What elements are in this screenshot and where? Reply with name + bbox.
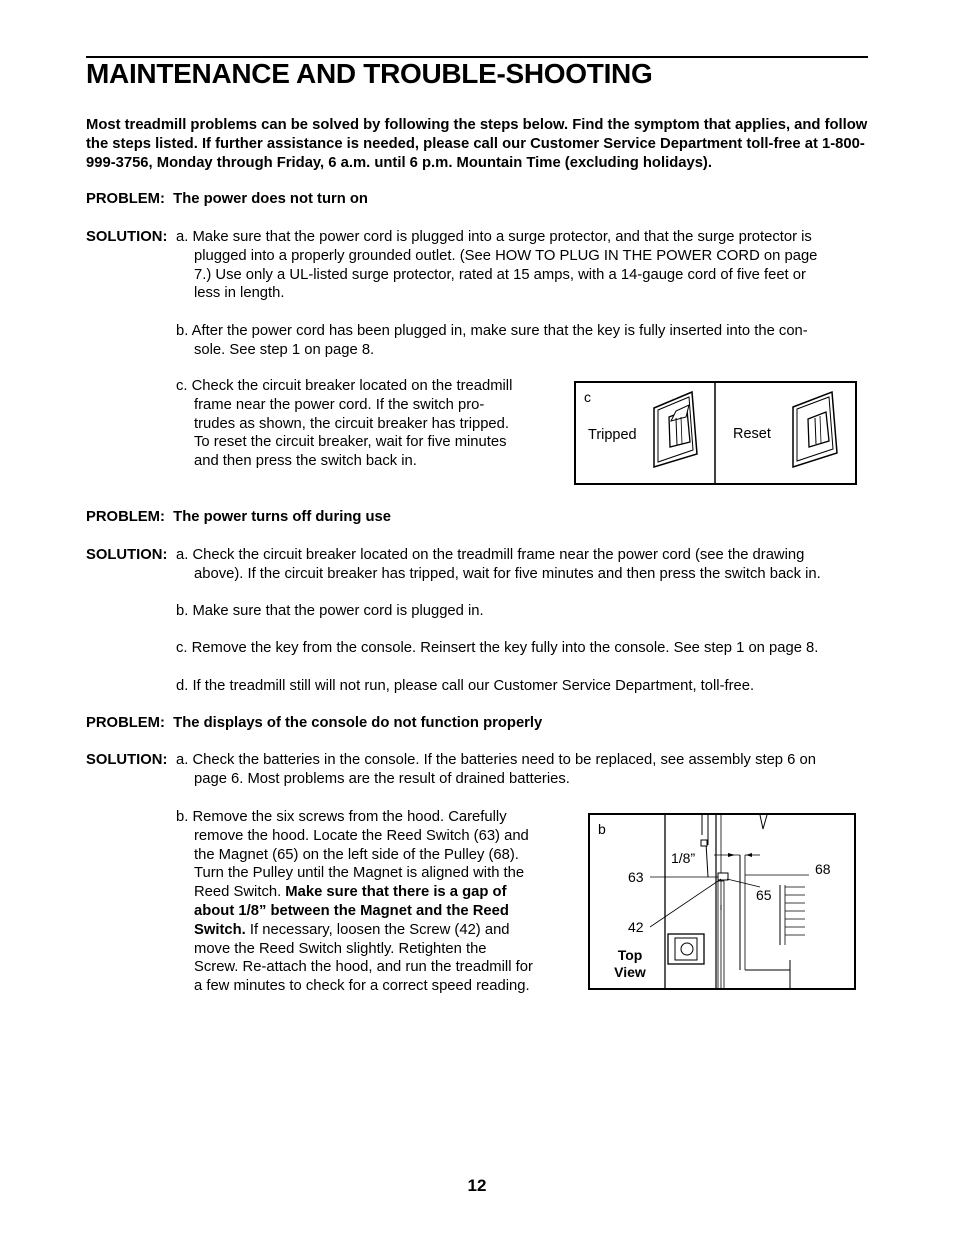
figure-label-b: b: [598, 821, 606, 837]
leader-line: [650, 879, 721, 927]
problem-3: [86, 715, 542, 731]
problem-label: PROBLEM:: [86, 715, 165, 731]
solution-3a: [176, 751, 816, 789]
text-line: a. Make sure that the power cord is plugged into a surge protector, and that the surge protector is: [176, 229, 812, 245]
text-line: Screw. Re-attach the hood, and run the treadmill for: [194, 959, 533, 976]
problem-label: PROBLEM:: [86, 509, 165, 525]
text-line: a. Check the circuit breaker located on the treadmill frame near the power cord (see the drawing: [176, 547, 805, 563]
page-number: 12: [467, 1176, 487, 1195]
text-line: trudes as shown, the circuit breaker has tripped.: [194, 415, 510, 432]
problem-label: PROBLEM:: [86, 191, 165, 207]
text-line: plugged into a properly grounded outlet. (See HOW TO PLUG IN THE POWER CORD on page: [194, 247, 818, 264]
text-line: b. After the power cord has been plugged in, make sure that the key is fully inserted into the con-: [176, 323, 808, 339]
reset-switch-icon: [793, 392, 837, 467]
text-line: 7.) Use only a UL-listed surge protector, rated at 15 amps, with a 14-gauge cord of five feet or: [194, 266, 806, 283]
reed-switch-figure: [588, 813, 856, 990]
bold-run: about 1/8” between the Magnet and the Reed: [194, 902, 509, 919]
text-line: frame near the power cord. If the switch pro-: [194, 396, 485, 413]
text-line: above). If the circuit breaker has tripped, wait for five minutes and then press the switch back in.: [194, 565, 821, 582]
solution-2b: [176, 602, 484, 621]
text-line: a few minutes to check for a correct speed reading.: [194, 978, 530, 995]
frame-bracket-drawing: [668, 934, 704, 964]
figure-label-c: c: [584, 389, 591, 405]
solution-2a: [176, 546, 821, 584]
solution-1a: [176, 228, 817, 303]
problem-2: [86, 509, 391, 525]
text-line: sole. See step 1 on page 8.: [194, 341, 375, 358]
problem-1-title: The power does not turn on: [173, 191, 368, 207]
circuit-breaker-drawing: [576, 383, 855, 483]
text-line: move the Reed Switch slightly. Retighten the: [194, 940, 487, 957]
text-line: a. Check the batteries in the console. If the batteries need to be replaced, see assembly step 6 on: [176, 752, 816, 768]
problem-2-title: The power turns off during use: [173, 509, 391, 525]
text-line: c. Remove the key from the console. Reinsert the key fully into the console. See step 1 on page 8.: [176, 640, 819, 656]
part-63-label: 63: [628, 869, 644, 885]
text-line: page 6. Most problems are the result of drained batteries.: [194, 770, 570, 787]
text-line: remove the hood. Locate the Reed Switch (63) and: [194, 827, 529, 844]
solution-label: SOLUTION:: [86, 547, 168, 563]
reset-label: Reset: [733, 426, 771, 442]
reed-switch-drawing: [590, 815, 854, 988]
tripped-switch-icon: [654, 392, 697, 467]
intro-paragraph: Most treadmill problems can be solved by following the steps below. Find the symptom that applies, and follow the steps listed. If further assistance is needed, please call our Customer Service Department toll-free at 1-800-999-3756, Monday through Friday, 6 a.m. until 6 p.m. Mountain Time (excluding holidays).: [86, 117, 868, 171]
circuit-breaker-figure: [574, 381, 857, 485]
problem-1: [86, 191, 368, 207]
text-line: To reset the circuit breaker, wait for five minutes: [194, 434, 507, 451]
part-65-label: 65: [756, 887, 772, 903]
text-run: If necessary, loosen the Screw (42) and: [245, 921, 510, 938]
solution-label: SOLUTION:: [86, 229, 168, 245]
solution-1b: [176, 322, 808, 360]
text-line: and then press the switch back in.: [194, 453, 417, 470]
text-line: d. If the treadmill still will not run, please call our Customer Service Department, toll-free.: [176, 678, 755, 694]
gap-label: 1/8”: [671, 850, 696, 866]
part-42-label: 42: [628, 919, 644, 935]
solution-2c: [176, 639, 818, 658]
text-line: the Magnet (65) on the left side of the Pulley (68).: [194, 846, 519, 863]
text-line: [176, 883, 533, 902]
text-line: b. Remove the six screws from the hood. Carefully: [176, 809, 507, 825]
text-run: Reed Switch.: [194, 884, 286, 901]
bold-run: Switch.: [194, 921, 246, 938]
tripped-label: Tripped: [588, 427, 637, 443]
text-line: c. Check the circuit breaker located on the treadmill: [176, 378, 513, 394]
page-title: MAINTENANCE AND TROUBLE-SHOOTING: [86, 58, 653, 89]
solution-1c: [176, 377, 512, 471]
leader-line: [727, 879, 760, 887]
top-view-label-1: Top: [617, 947, 643, 963]
reed-switch-icon: [701, 815, 728, 988]
top-view-label-2: View: [614, 964, 646, 980]
solution-3b: [176, 808, 533, 996]
solution-label: SOLUTION:: [86, 752, 168, 768]
text-line: less in length.: [194, 285, 285, 302]
part-68-label: 68: [815, 861, 831, 877]
text-line: [176, 902, 533, 921]
text-line: [176, 921, 533, 940]
text-line: b. Make sure that the power cord is plugged in.: [176, 603, 484, 619]
problem-3-title: The displays of the console do not function properly: [173, 715, 543, 731]
bold-run: Make sure that there is a gap of: [285, 884, 507, 901]
text-line: Turn the Pulley until the Magnet is aligned with the: [194, 865, 525, 882]
solution-2d: [176, 677, 754, 696]
